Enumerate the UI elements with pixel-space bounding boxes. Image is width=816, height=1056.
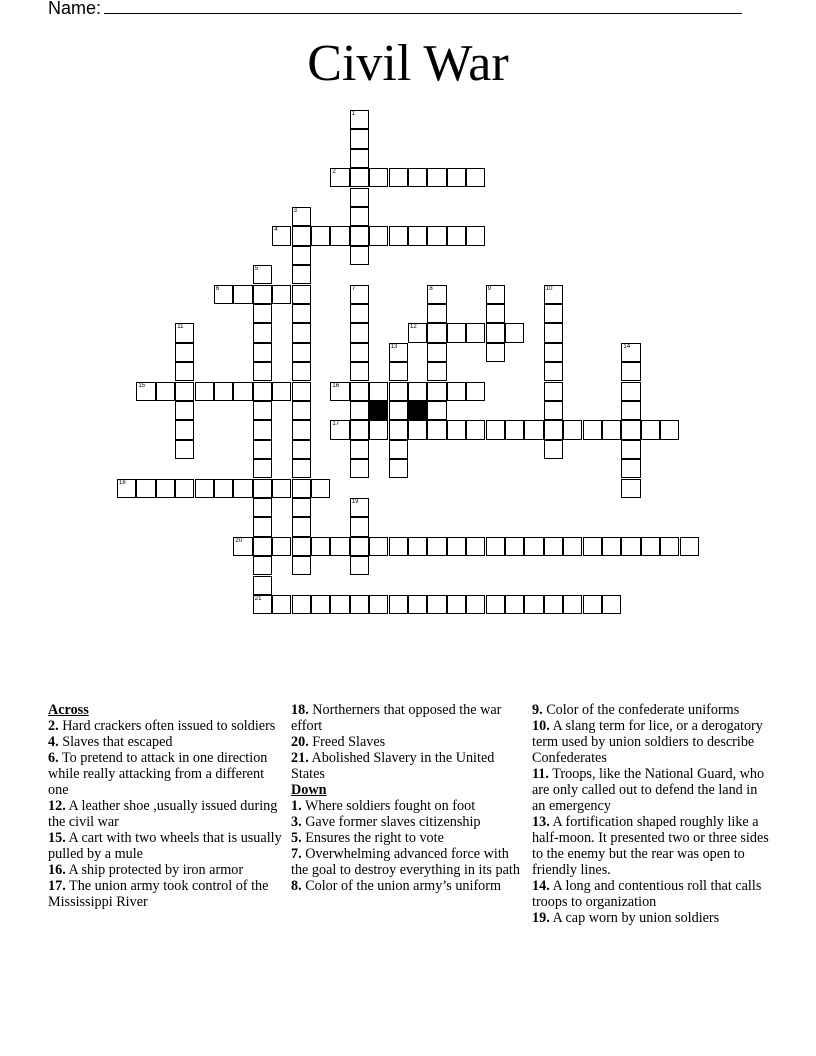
grid-cell[interactable]	[408, 537, 427, 556]
grid-cell[interactable]	[136, 479, 155, 498]
grid-cell[interactable]	[621, 401, 640, 420]
grid-cell[interactable]	[641, 420, 660, 439]
grid-cell[interactable]	[447, 323, 466, 342]
grid-cell[interactable]	[350, 382, 369, 401]
grid-cell[interactable]	[253, 343, 272, 362]
grid-cell[interactable]	[292, 498, 311, 517]
grid-cell[interactable]	[292, 537, 311, 556]
grid-cell[interactable]	[602, 420, 621, 439]
grid-cell[interactable]	[292, 595, 311, 614]
grid-cell[interactable]	[350, 149, 369, 168]
clue-number: 6	[216, 285, 220, 292]
grid-cell[interactable]	[175, 382, 194, 401]
grid-cell[interactable]	[292, 343, 311, 362]
grid-cell[interactable]	[272, 595, 291, 614]
grid-cell[interactable]	[350, 362, 369, 381]
grid-cell[interactable]	[233, 285, 252, 304]
grid-cell[interactable]	[408, 226, 427, 245]
grid-cell[interactable]	[195, 479, 214, 498]
grid-cell[interactable]	[544, 382, 563, 401]
grid-cell[interactable]	[389, 440, 408, 459]
black-cell	[408, 401, 427, 420]
grid-cell[interactable]	[389, 459, 408, 478]
grid-cell[interactable]	[486, 343, 505, 362]
grid-cell[interactable]	[544, 362, 563, 381]
clue-column-3	[532, 702, 772, 926]
grid-cell[interactable]	[369, 226, 388, 245]
grid-cell[interactable]	[214, 479, 233, 498]
grid-cell[interactable]	[311, 226, 330, 245]
grid-cell[interactable]	[447, 595, 466, 614]
grid-cell[interactable]	[330, 537, 349, 556]
grid-cell[interactable]	[408, 168, 427, 187]
across-clue-21: 21. Abolished Slavery in the United States	[291, 750, 495, 782]
grid-cell[interactable]	[175, 440, 194, 459]
grid-cell[interactable]	[350, 537, 369, 556]
down-heading: Down	[291, 782, 327, 798]
grid-cell[interactable]	[292, 420, 311, 439]
across-clue-17: 17. The union army took control of the Mississippi River	[48, 878, 269, 910]
clue-column-1	[48, 702, 283, 910]
grid-cell[interactable]	[350, 498, 369, 517]
clue-number: 16	[332, 382, 340, 389]
grid-cell[interactable]	[524, 595, 543, 614]
grid-cell[interactable]	[311, 595, 330, 614]
grid-cell[interactable]	[389, 595, 408, 614]
grid-cell[interactable]	[350, 343, 369, 362]
grid-cell[interactable]	[563, 595, 582, 614]
down-clue-9: 9. Color of the confederate uniforms	[532, 702, 740, 718]
clue-number: 19	[351, 499, 359, 505]
grid-cell[interactable]	[253, 285, 272, 304]
grid-cell[interactable]	[389, 401, 408, 420]
down-clue-19: 19. A cap worn by union soldiers	[532, 910, 720, 926]
grid-cell[interactable]	[486, 304, 505, 323]
grid-cell[interactable]	[466, 382, 485, 401]
grid-cell[interactable]	[447, 537, 466, 556]
grid-cell[interactable]	[292, 362, 311, 381]
grid-cell[interactable]	[621, 537, 640, 556]
grid-cell[interactable]	[621, 362, 640, 381]
grid-cell[interactable]	[408, 420, 427, 439]
grid-cell[interactable]	[621, 440, 640, 459]
grid-cell[interactable]	[524, 420, 543, 439]
grid-cell[interactable]	[447, 168, 466, 187]
across-clue-20: 20. Freed Slaves	[291, 734, 386, 750]
grid-cell[interactable]	[253, 323, 272, 342]
grid-cell[interactable]	[253, 517, 272, 536]
grid-cell[interactable]	[544, 401, 563, 420]
grid-cell[interactable]	[369, 168, 388, 187]
grid-cell[interactable]	[350, 595, 369, 614]
grid-cell[interactable]	[486, 595, 505, 614]
grid-cell[interactable]	[233, 382, 252, 401]
clue-number: 21	[254, 596, 262, 602]
grid-cell[interactable]	[253, 440, 272, 459]
grid-cell[interactable]	[427, 323, 446, 342]
grid-cell[interactable]	[350, 401, 369, 420]
black-cell	[369, 401, 388, 420]
grid-cell[interactable]	[330, 595, 349, 614]
grid-cell[interactable]	[214, 285, 233, 304]
grid-cell[interactable]	[350, 420, 369, 439]
grid-cell[interactable]	[350, 285, 369, 304]
grid-cell[interactable]	[292, 382, 311, 401]
grid-cell[interactable]	[408, 595, 427, 614]
clue-number: 20	[235, 537, 243, 544]
grid-cell[interactable]	[253, 479, 272, 498]
grid-cell[interactable]	[350, 168, 369, 187]
grid-cell[interactable]	[544, 323, 563, 342]
grid-cell[interactable]	[369, 537, 388, 556]
grid-cell[interactable]	[544, 420, 563, 439]
clue-number: 4	[274, 227, 278, 234]
grid-cell[interactable]	[389, 537, 408, 556]
grid-cell[interactable]	[621, 479, 640, 498]
grid-cell[interactable]	[389, 420, 408, 439]
grid-cell[interactable]	[292, 265, 311, 284]
grid-cell[interactable]	[505, 595, 524, 614]
grid-cell[interactable]	[350, 226, 369, 245]
grid-cell[interactable]	[583, 537, 602, 556]
grid-cell[interactable]	[621, 420, 640, 439]
grid-cell[interactable]	[427, 285, 446, 304]
grid-cell[interactable]	[272, 479, 291, 498]
grid-cell[interactable]	[544, 537, 563, 556]
grid-cell[interactable]	[621, 459, 640, 478]
grid-cell[interactable]	[272, 382, 291, 401]
grid-cell[interactable]	[272, 285, 291, 304]
grid-cell[interactable]	[486, 323, 505, 342]
clue-number: 2	[332, 169, 336, 176]
grid-cell[interactable]	[660, 537, 679, 556]
grid-cell[interactable]	[292, 401, 311, 420]
clue-number: 12	[410, 324, 417, 331]
grid-cell[interactable]	[447, 382, 466, 401]
down-clue-3: 3. Gave former slaves citizenship	[291, 814, 481, 830]
grid-cell[interactable]	[389, 343, 408, 362]
grid-cell[interactable]	[330, 168, 349, 187]
grid-cell[interactable]	[253, 576, 272, 595]
down-clue-8: 8. Color of the union army’s uniform	[291, 878, 502, 894]
down-clue-7: 7. Overwhelming advanced force with the goal to destroy everything in its path	[291, 846, 520, 878]
grid-cell[interactable]	[660, 420, 679, 439]
grid-cell[interactable]	[175, 343, 194, 362]
grid-cell[interactable]	[641, 537, 660, 556]
grid-cell[interactable]	[427, 226, 446, 245]
grid-cell[interactable]	[505, 537, 524, 556]
grid-cell[interactable]	[427, 362, 446, 381]
down-clue-1: 1. Where soldiers fought on foot	[291, 798, 476, 814]
grid-cell[interactable]	[292, 226, 311, 245]
grid-cell[interactable]	[621, 382, 640, 401]
grid-cell[interactable]	[350, 110, 369, 129]
grid-cell[interactable]	[427, 537, 446, 556]
grid-cell[interactable]	[602, 537, 621, 556]
grid-cell[interactable]	[350, 517, 369, 536]
grid-cell[interactable]	[253, 401, 272, 420]
grid-cell[interactable]	[466, 226, 485, 245]
grid-cell[interactable]	[544, 285, 563, 304]
grid-cell[interactable]	[544, 343, 563, 362]
across-clue-18: 18. Northerners that opposed the war effort	[291, 702, 502, 734]
grid-cell[interactable]	[350, 207, 369, 226]
grid-cell[interactable]	[253, 498, 272, 517]
grid-cell[interactable]	[292, 285, 311, 304]
grid-cell[interactable]	[466, 595, 485, 614]
grid-cell[interactable]	[350, 556, 369, 575]
grid-cell[interactable]	[350, 459, 369, 478]
grid-cell[interactable]	[621, 343, 640, 362]
grid-cell[interactable]	[253, 304, 272, 323]
grid-cell[interactable]	[427, 401, 446, 420]
grid-cell[interactable]	[486, 285, 505, 304]
grid-cell[interactable]	[253, 537, 272, 556]
grid-cell[interactable]	[233, 537, 252, 556]
across-clue-4: 4. Slaves that escaped	[48, 734, 173, 750]
grid-cell[interactable]	[272, 537, 291, 556]
down-clue-5: 5. Ensures the right to vote	[291, 830, 444, 846]
down-clue-14: 14. A long and contentious roll that calls troops to organization	[532, 878, 762, 910]
grid-cell[interactable]	[350, 246, 369, 265]
clue-number: 9	[487, 285, 491, 292]
grid-cell[interactable]	[292, 517, 311, 536]
grid-cell[interactable]	[136, 382, 155, 401]
across-clue-15: 15. A cart with two wheels that is usually pulled by a mule	[48, 830, 282, 862]
grid-cell[interactable]	[350, 188, 369, 207]
grid-cell[interactable]	[330, 420, 349, 439]
grid-cell[interactable]	[602, 595, 621, 614]
across-clue-6: 6. To pretend to attack in one direction while really attacking from a different one	[48, 750, 268, 798]
grid-cell[interactable]	[253, 362, 272, 381]
grid-cell[interactable]	[447, 420, 466, 439]
grid-cell[interactable]	[427, 168, 446, 187]
grid-cell[interactable]	[427, 343, 446, 362]
grid-cell[interactable]	[447, 226, 466, 245]
grid-cell[interactable]	[292, 440, 311, 459]
across-heading: Across	[48, 702, 89, 718]
grid-cell[interactable]	[427, 304, 446, 323]
grid-cell[interactable]	[544, 304, 563, 323]
grid-cell[interactable]	[253, 420, 272, 439]
grid-cell[interactable]	[369, 420, 388, 439]
grid-cell[interactable]	[253, 595, 272, 614]
grid-cell[interactable]	[427, 595, 446, 614]
grid-cell[interactable]	[389, 382, 408, 401]
grid-cell[interactable]	[427, 420, 446, 439]
clue-number: 3	[293, 208, 297, 214]
grid-cell[interactable]	[350, 129, 369, 148]
clue-number: 1	[351, 111, 356, 117]
grid-cell[interactable]	[466, 420, 485, 439]
grid-cell[interactable]	[175, 401, 194, 420]
grid-cell[interactable]	[466, 168, 485, 187]
down-clue-13: 13. A fortification shaped roughly like a half-moon. It presented two or three sides to the enemy but the rear was open to friendly lines.	[532, 814, 769, 878]
grid-cell[interactable]	[272, 226, 291, 245]
across-clue-12: 12. A leather shoe ,usually issued during the civil war	[48, 798, 278, 830]
grid-cell[interactable]	[680, 537, 699, 556]
clue-number: 13	[390, 343, 398, 350]
grid-cell[interactable]	[350, 323, 369, 342]
grid-cell[interactable]	[583, 595, 602, 614]
grid-cell[interactable]	[253, 382, 272, 401]
grid-cell[interactable]	[311, 479, 330, 498]
grid-cell[interactable]	[505, 323, 524, 342]
grid-cell[interactable]	[292, 479, 311, 498]
grid-cell[interactable]	[292, 304, 311, 323]
clue-number: 11	[177, 324, 184, 331]
grid-cell[interactable]	[583, 420, 602, 439]
grid-cell[interactable]	[505, 420, 524, 439]
grid-cell[interactable]	[175, 362, 194, 381]
grid-cell[interactable]	[253, 556, 272, 575]
grid-cell[interactable]	[466, 323, 485, 342]
grid-cell[interactable]	[292, 323, 311, 342]
grid-cell[interactable]	[544, 595, 563, 614]
grid-cell[interactable]	[389, 168, 408, 187]
grid-cell[interactable]	[311, 537, 330, 556]
across-clue-16: 16. A ship protected by iron armor	[48, 862, 244, 878]
grid-cell[interactable]	[563, 420, 582, 439]
grid-cell[interactable]	[389, 226, 408, 245]
grid-cell[interactable]	[253, 459, 272, 478]
clue-number: 7	[351, 285, 356, 292]
grid-cell[interactable]	[408, 323, 427, 342]
down-clue-10: 10. A slang term for lice, or a derogatory term used by union soldiers to describe Confederates	[532, 718, 763, 766]
grid-cell[interactable]	[214, 382, 233, 401]
down-clue-11: 11. Troops, like the National Guard, who are only called out to defend the land in an emergency	[532, 766, 765, 814]
clue-number: 5	[254, 266, 259, 273]
grid-cell[interactable]	[408, 382, 427, 401]
grid-cell[interactable]	[117, 479, 136, 498]
grid-cell[interactable]	[292, 246, 311, 265]
grid-cell[interactable]	[233, 479, 252, 498]
grid-cell[interactable]	[175, 323, 194, 342]
grid-cell[interactable]	[427, 382, 446, 401]
clue-number: 15	[138, 382, 146, 389]
clue-column-2	[291, 702, 523, 894]
grid-cell[interactable]	[156, 479, 175, 498]
grid-cell[interactable]	[292, 556, 311, 575]
grid-cell[interactable]	[195, 382, 214, 401]
grid-cell[interactable]	[524, 537, 543, 556]
clue-number: 8	[429, 285, 433, 292]
grid-cell[interactable]	[544, 440, 563, 459]
clue-number: 14	[623, 343, 631, 350]
page-title: Civil War	[307, 35, 509, 92]
grid-cell[interactable]	[389, 362, 408, 381]
grid-cell[interactable]	[350, 304, 369, 323]
grid-cell[interactable]	[563, 537, 582, 556]
grid-cell[interactable]	[369, 595, 388, 614]
name-label: Name:	[48, 0, 102, 18]
grid-cell[interactable]	[369, 382, 388, 401]
grid-cell[interactable]	[175, 420, 194, 439]
grid-cell[interactable]	[350, 440, 369, 459]
grid-cell[interactable]	[292, 207, 311, 226]
clue-number: 10	[545, 285, 553, 292]
grid-cell[interactable]	[330, 382, 349, 401]
clue-number: 17	[332, 421, 340, 428]
grid-cell[interactable]	[156, 382, 175, 401]
clue-number: 18	[119, 479, 126, 486]
grid-cell[interactable]	[292, 459, 311, 478]
grid-cell[interactable]	[175, 479, 194, 498]
grid-cell[interactable]	[486, 537, 505, 556]
grid-cell[interactable]	[466, 537, 485, 556]
grid-cell[interactable]	[253, 265, 272, 284]
across-clue-2: 2. Hard crackers often issued to soldiers	[48, 718, 276, 734]
grid-cell[interactable]	[330, 226, 349, 245]
grid-cell[interactable]	[486, 420, 505, 439]
